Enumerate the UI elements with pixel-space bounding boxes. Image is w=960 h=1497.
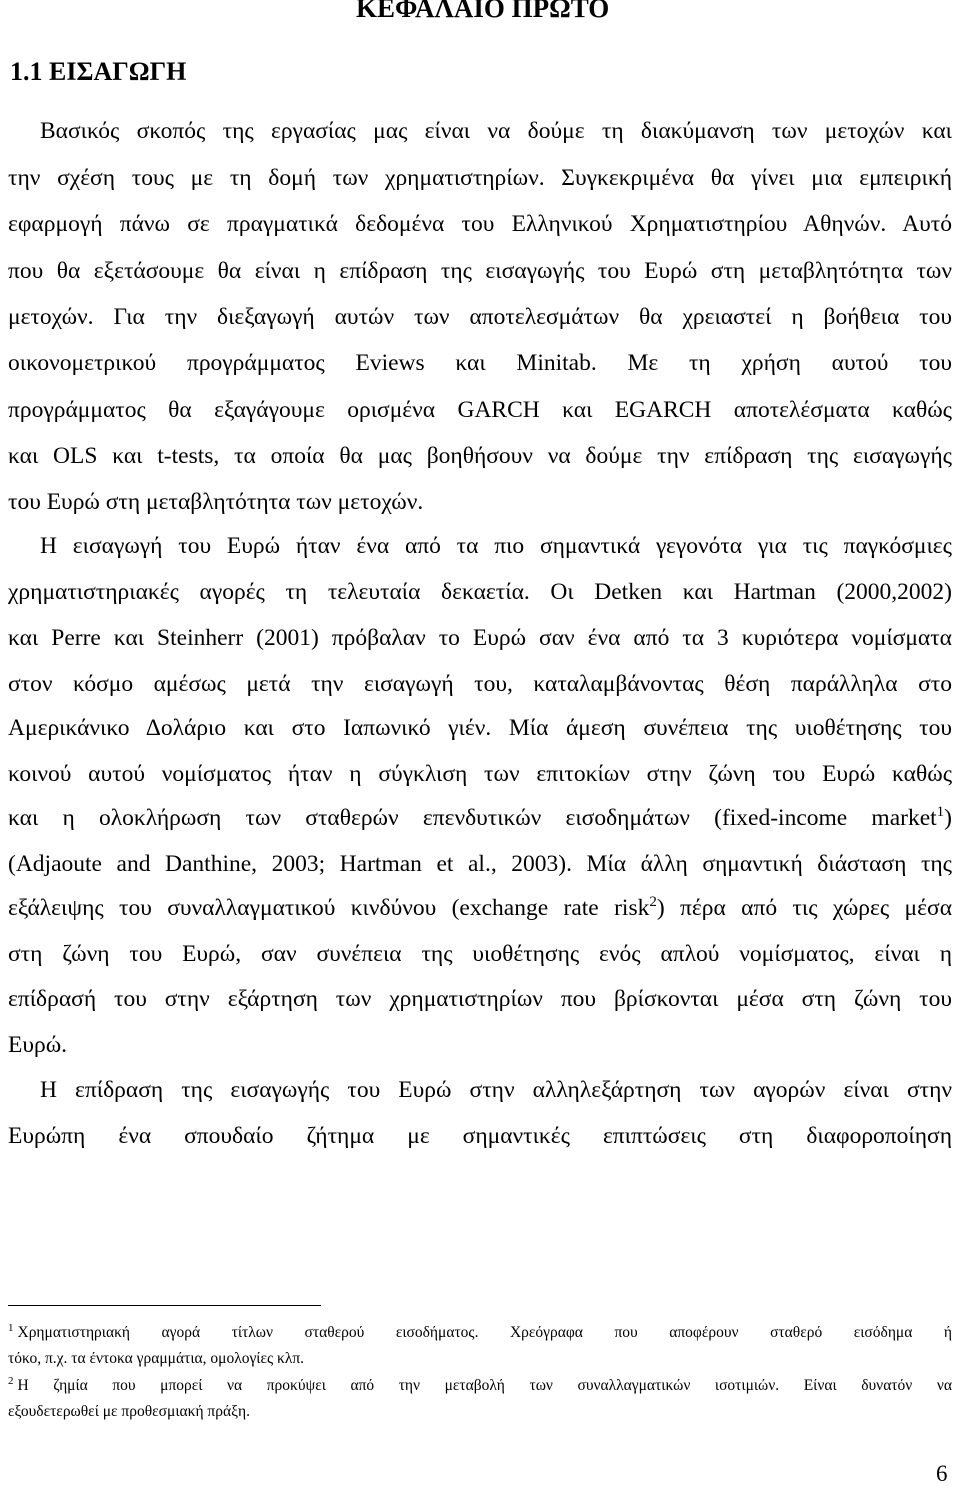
paragraph-line: (Adjaoute and Danthine, 2003; Hartman et al., 2003). Μία άλλη σημαντική διάσταση της	[8, 851, 952, 877]
footnote-line: εξουδετερωθεί με προθεσμιακή πράξη.	[8, 1403, 250, 1420]
paragraph-line: και Perre και Steinherr (2001) πρόβαλαν το Ευρώ σαν ένα από τα 3 κυριότερα νομίσματα	[8, 625, 952, 651]
footnote-text: Η ζημία που μπορεί να προκύψει από την μεταβολή των συναλλαγματικών ισοτιμιών. Είναι δυνατόν να	[17, 1377, 952, 1394]
footnote-line	[8, 1323, 952, 1343]
footnote-ref-1: 1	[936, 804, 945, 820]
paragraph-line: Βασικός σκοπός της εργασίας μας είναι να δούμε τη διακύμανση των μετοχών και	[40, 118, 952, 144]
paragraph-line: στον κόσμο αμέσως μετά την εισαγωγή του, καταλαμβάνοντας θέση παράλληλα στο	[8, 671, 952, 697]
paragraph-line: στη ζώνη του Ευρώ, σαν συνέπεια της υιοθέτησης ενός απλού νομίσματος, είναι η	[8, 941, 952, 967]
paragraph-line: και OLS και t-tests, τα οποία θα μας βοηθήσουν να δούμε την επίδραση της εισαγωγής	[8, 443, 952, 469]
footnote-number: 2	[8, 1374, 14, 1387]
paragraph-line: την σχέση τους με τη δομή των χρηματιστηρίων. Συγκεκριμένα θα γίνει μια εμπειρική	[8, 165, 952, 191]
paragraph-line: του Ευρώ στη μεταβλητότητα των μετοχών.	[8, 489, 424, 515]
chapter-title: ΚΕΦΑΛΑΙΟ ΠΡΩΤΟ	[356, 0, 610, 23]
line-text: και η ολοκλήρωση των σταθερών επενδυτικών εισοδημάτων (fixed-income market	[8, 805, 937, 831]
paragraph-line: μετοχών. Για την διεξαγωγή αυτών των αποτελεσμάτων θα χρειαστεί η βοήθεια του	[8, 304, 952, 330]
line-text-after: ) πέρα από τις χώρες μέσα	[656, 895, 953, 921]
footnote-text: Χρηματιστηριακή αγορά τίτλων σταθερού εισοδήματος. Χρεόγραφα που αποφέρουν σταθερό εισόδημα ή	[17, 1324, 952, 1341]
paragraph-line: Ευρώπη ένα σπουδαίο ζήτημα με σημαντικές επιπτώσεις στη διαφοροποίηση	[8, 1123, 952, 1149]
paragraph-line: που θα εξετάσουμε θα είναι η επίδραση της εισαγωγής του Ευρώ στη μεταβλητότητα των	[8, 258, 952, 284]
paragraph-line: Η εισαγωγή του Ευρώ ήταν ένα από τα πιο σημαντικά γεγονότα για τις παγκόσμιες	[40, 533, 952, 559]
page-number: 6	[936, 1461, 948, 1486]
paragraph-line: προγράμματος θα εξαγάγουμε ορισμένα GARCH και EGARCH αποτελέσματα καθώς	[8, 397, 952, 423]
paragraph-line: επίδρασή του στην εξάρτηση των χρηματιστηρίων που βρίσκονται μέσα στη ζώνη του	[8, 986, 952, 1012]
paragraph-line: Αμερικάνικο Δολάριο και στο Ιαπωνικό γιέν. Μία άμεση συνέπεια της υιοθέτησης του	[8, 715, 952, 741]
paragraph-line: Η επίδραση της εισαγωγής του Ευρώ στην αλληλεξάρτηση των αγορών είναι στην	[40, 1077, 952, 1103]
footnote-line	[8, 1376, 952, 1396]
footnote-line: τόκο, π.χ. τα έντοκα γραμμάτια, ομολογίες κλπ.	[8, 1350, 305, 1367]
paragraph-line	[8, 803, 952, 833]
paragraph-line: χρηματιστηριακές αγορές τη τελευταία δεκαετία. Οι Detken και Hartman (2000,2002)	[8, 579, 952, 605]
footnote-ref-2: 2	[649, 894, 657, 910]
line-text: εξάλειψης του συναλλαγματικού κινδύνου (exchange rate risk	[8, 895, 650, 921]
paragraph-line	[8, 893, 952, 923]
paragraph-line: κοινού αυτού νομίσματος ήταν η σύγκλιση των επιτοκίων στην ζώνη του Ευρώ καθώς	[8, 761, 952, 787]
paragraph-line: Ευρώ.	[8, 1032, 68, 1058]
paragraph-line: οικονομετρικού προγράμματος Eviews και Minitab. Με τη χρήση αυτού του	[8, 350, 952, 376]
section-title: 1.1 ΕΙΣΑΓΩΓΗ	[10, 57, 187, 86]
line-text-after: )	[944, 805, 952, 831]
paragraph-line: εφαρμογή πάνω σε πραγματικά δεδομένα του Ελληνικού Χρηματιστηρίου Αθηνών. Αυτό	[8, 211, 952, 237]
footnote-number: 1	[8, 1321, 14, 1334]
footnote-separator	[8, 1305, 321, 1306]
